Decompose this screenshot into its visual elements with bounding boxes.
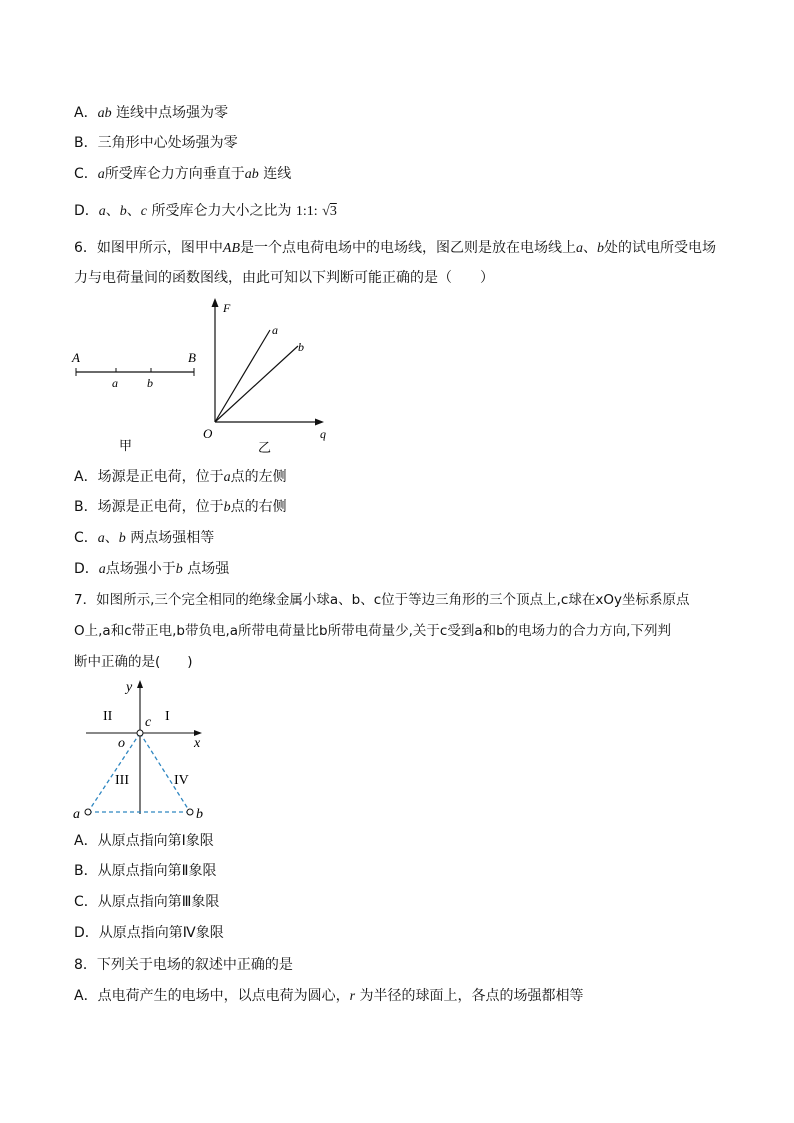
label-x: x xyxy=(194,736,201,751)
label-quadrant-III: III xyxy=(115,773,129,788)
label-a: a xyxy=(73,807,80,822)
ball-b xyxy=(187,809,193,815)
axis-F-arrow xyxy=(212,298,219,307)
side-ca xyxy=(88,733,140,812)
q6-stem-line2: 力与电荷量间的函数图线，由此可知以下判断可能正确的是（ ） xyxy=(74,270,494,286)
axis-q-arrow xyxy=(315,419,324,426)
q8-option-a: A．点电荷产生的电场中，以点电荷为圆心，r 为半径的球面上，各点的场强都相等 xyxy=(74,988,584,1004)
q7-figure xyxy=(68,676,218,824)
label-quadrant-II: II xyxy=(103,709,113,724)
q6-option-b: B．场源是正电荷，位于b点的右侧 xyxy=(74,499,287,515)
label-y: y xyxy=(126,680,133,695)
label-quadrant-I: I xyxy=(165,709,170,724)
label-jia: 甲 xyxy=(119,438,133,453)
label-q: q xyxy=(320,427,326,441)
q6-option-a: A．场源是正电荷，位于a点的左侧 xyxy=(74,469,287,485)
q7-option-b: B．从原点指向第Ⅱ象限 xyxy=(74,863,217,879)
label-F: F xyxy=(223,301,231,315)
q5-option-c: C．a所受库仑力方向垂直于ab 连线 xyxy=(74,166,292,182)
q7-option-d: D．从原点指向第Ⅳ象限 xyxy=(74,925,224,941)
label-c: c xyxy=(145,715,152,730)
label-yi: 乙 xyxy=(258,440,272,455)
label-A: A xyxy=(72,350,80,365)
label-b: b xyxy=(196,807,203,822)
label-line-a: a xyxy=(272,323,278,337)
label-quadrant-IV: IV xyxy=(174,773,189,788)
ball-c xyxy=(137,730,143,736)
q6-option-c: C．a、b 两点场强相等 xyxy=(74,530,215,546)
label-line-b: b xyxy=(298,340,304,354)
axis-y-arrow xyxy=(137,680,143,688)
q6-figure xyxy=(60,290,350,460)
label-B: B xyxy=(188,350,196,365)
q5-option-a: A．ab 连线中点场强为零 xyxy=(74,105,229,121)
q7-option-c: C．从原点指向第Ⅲ象限 xyxy=(74,894,220,910)
q8-stem: 8．下列关于电场的叙述中正确的是 xyxy=(74,957,293,973)
line-a xyxy=(215,330,270,422)
label-point-a: a xyxy=(112,376,118,390)
q7-stem-line1: 7．如图所示,三个完全相同的绝缘金属小球a、b、c位于等边三角形的三个顶点上,c球在xOy坐标系原点 xyxy=(74,592,690,608)
q6-option-d: D．a点场强小于b 点场强 xyxy=(74,561,230,577)
q5-option-b: B．三角形中心处场强为零 xyxy=(74,135,238,151)
sqrt-symbol: √3 xyxy=(322,204,337,219)
q6-stem-line1: 6．如图甲所示，图甲中AB是一个点电荷电场中的电场线，图乙则是放在电场线上a、b处的试电所受电场 xyxy=(74,240,717,256)
q5-option-d: D．a、b、c 所受库仑力大小之比为 1:1: √3 xyxy=(74,203,337,219)
label-O: O xyxy=(203,426,213,441)
label-o: o xyxy=(118,736,125,751)
q7-stem-line2: O上,a和c带正电,b带负电,a所带电荷量比b所带电荷量少,关于c受到a和b的电场力的合力方向,下列判 xyxy=(74,623,671,639)
q7-stem-line3: 断中正确的是( ) xyxy=(74,654,193,670)
line-b xyxy=(215,346,298,422)
label-point-b: b xyxy=(147,376,153,390)
q7-option-a: A．从原点指向第Ⅰ象限 xyxy=(74,833,214,849)
ball-a xyxy=(85,809,91,815)
